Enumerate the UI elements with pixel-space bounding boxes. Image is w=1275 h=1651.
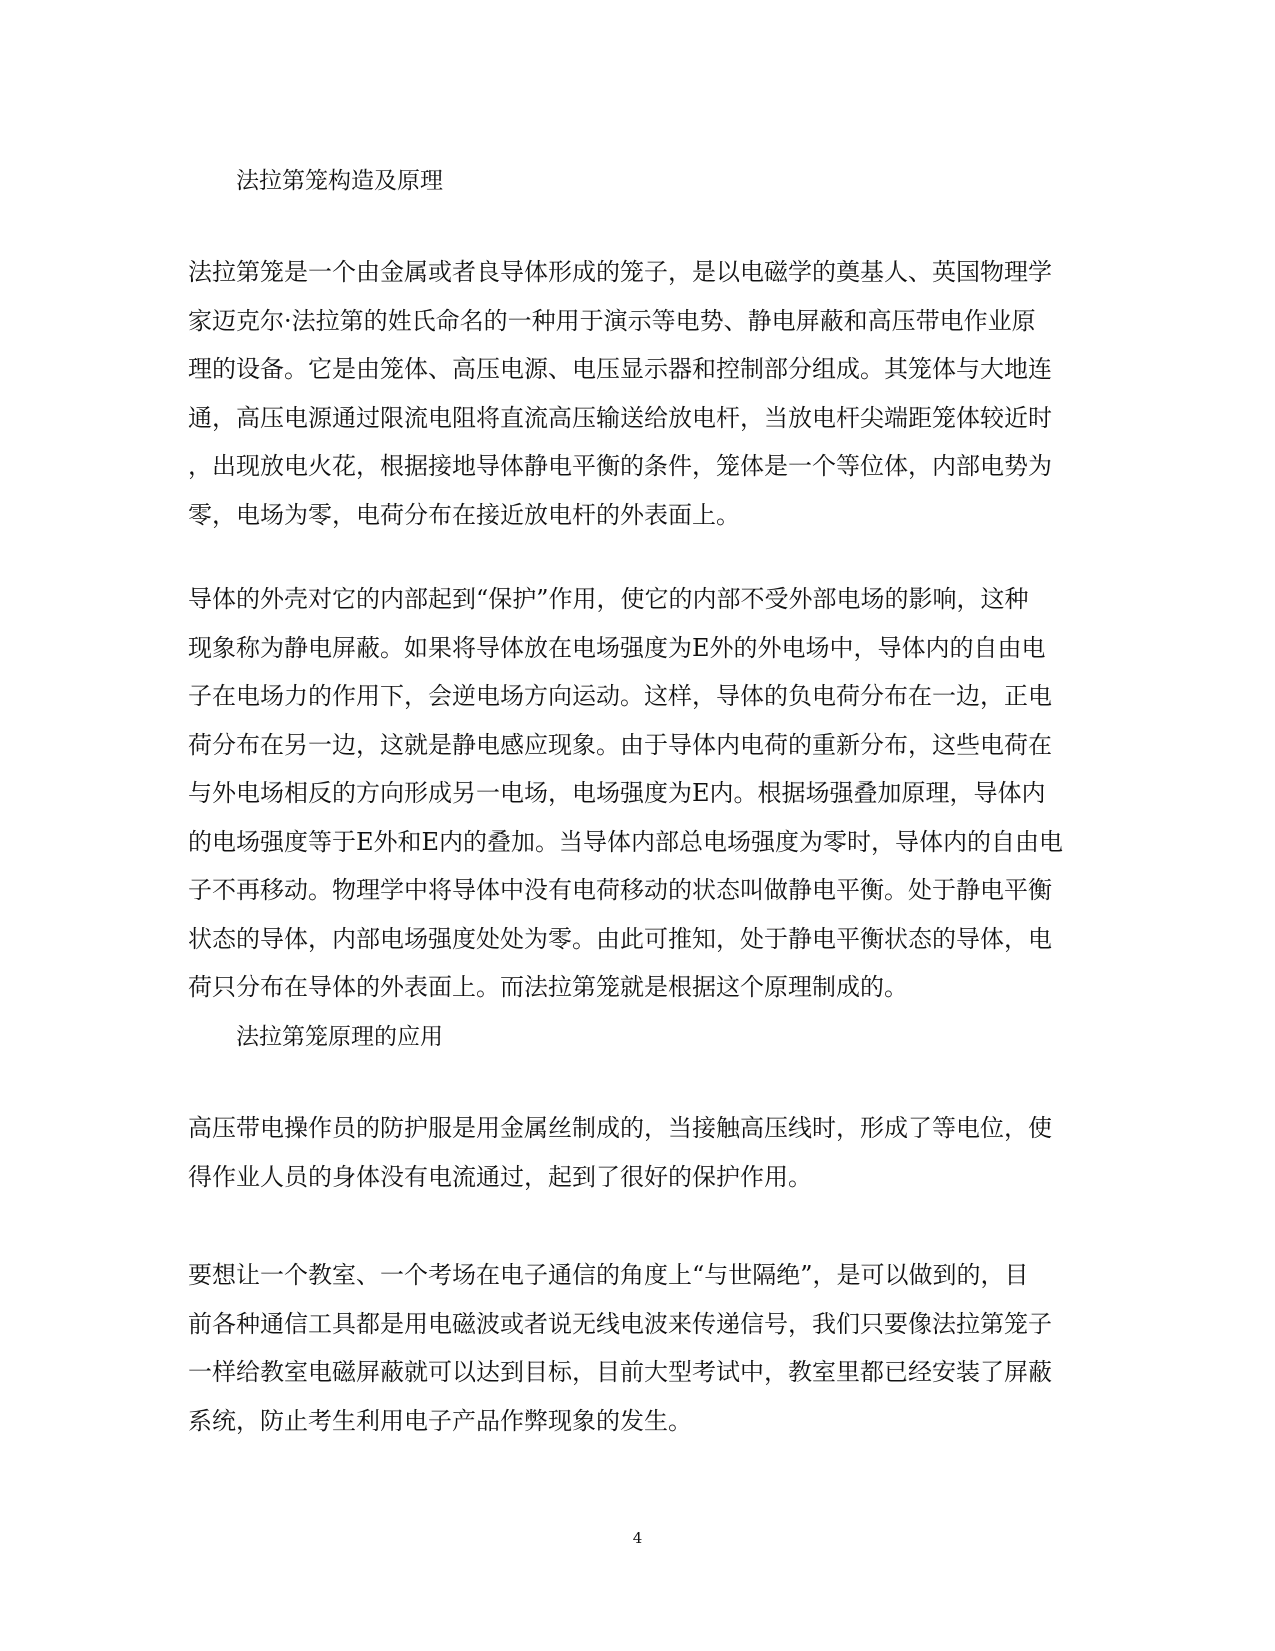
paragraph-line: 高压带电操作员的防护服是用金属丝制成的，当接触高压线时，形成了等电位，使 [188,1114,1052,1142]
paragraph-line: 荷只分布在导体的外表面上。而法拉第笼就是根据这个原理制成的。 [188,973,908,1001]
paragraph-line: ，出现放电火花，根据接地导体静电平衡的条件，笼体是一个等位体，内部电势为 [188,452,1052,480]
paragraph-line: 家迈克尔·法拉第的姓氏命名的一种用于演示等电势、静电屏蔽和高压带电作业原 [188,306,1036,335]
paragraph-line: 荷分布在另一边，这就是静电感应现象。由于导体内电荷的重新分布，这些电荷在 [188,730,1052,759]
paragraph-line: 一样给教室电磁屏蔽就可以达到目标，目前大型考试中，教室里都已经安装了屏蔽 [188,1358,1052,1386]
paragraph-definition [188,248,1088,539]
paragraph-line: 现象称为静电屏蔽。如果将导体放在电场强度为E外的外电场中，导体内的自由电 [188,633,1046,662]
paragraph-line: 法拉第笼是一个由金属或者良导体形成的笼子，是以电磁学的奠基人、英国物理学 [188,258,1052,286]
paragraph-line: 与外电场相反的方向形成另一电场，电场强度为E内。根据场强叠加原理，导体内 [188,779,1046,807]
paragraph-line: 的电场强度等于E外和E内的叠加。当导体内部总电场强度为零时，导体内的自由电 [188,827,1064,856]
section-heading-application: 法拉第笼原理的应用 [236,1024,443,1050]
paragraph-line: 导体的外壳对它的内部起到“保护”作用，使它的内部不受外部电场的影响，这种 [188,585,1029,613]
paragraph-protective-suit [188,1104,1088,1201]
paragraph-line: 零，电场为零，电荷分布在接近放电杆的外表面上。 [188,500,740,529]
paragraph-line: 状态的导体，内部电场强度处处为零。由此可推知，处于静电平衡状态的导体，电 [188,924,1052,953]
paragraph-line: 系统，防止考生利用电子产品作弊现象的发生。 [188,1406,692,1435]
paragraph-line: 得作业人员的身体没有电流通过，起到了很好的保护作用。 [188,1162,812,1191]
paragraph-line: 子在电场力的作用下，会逆电场方向运动。这样，导体的负电荷分布在一边，正电 [188,682,1052,710]
paragraph-line: 子不再移动。物理学中将导体中没有电荷移动的状态叫做静电平衡。处于静电平衡 [188,876,1052,904]
paragraph-exam-room-shielding [188,1251,1088,1445]
paragraph-line: 理的设备。它是由笼体、高压电源、电压显示器和控制部分组成。其笼体与大地连 [188,355,1052,383]
paragraph-line: 前各种通信工具都是用电磁波或者说无线电波来传递信号，我们只要像法拉第笼子 [188,1309,1052,1338]
paragraph-shielding-principle [188,575,1088,1012]
page-number: 4 [632,1529,643,1547]
section-heading-structure: 法拉第笼构造及原理 [236,168,443,194]
paragraph-line: 通，高压电源通过限流电阻将直流高压输送给放电杆，当放电杆尖端距笼体较近时 [188,403,1052,432]
paragraph-line: 要想让一个教室、一个考场在电子通信的角度上“与世隔绝”，是可以做到的，目 [188,1261,1029,1289]
